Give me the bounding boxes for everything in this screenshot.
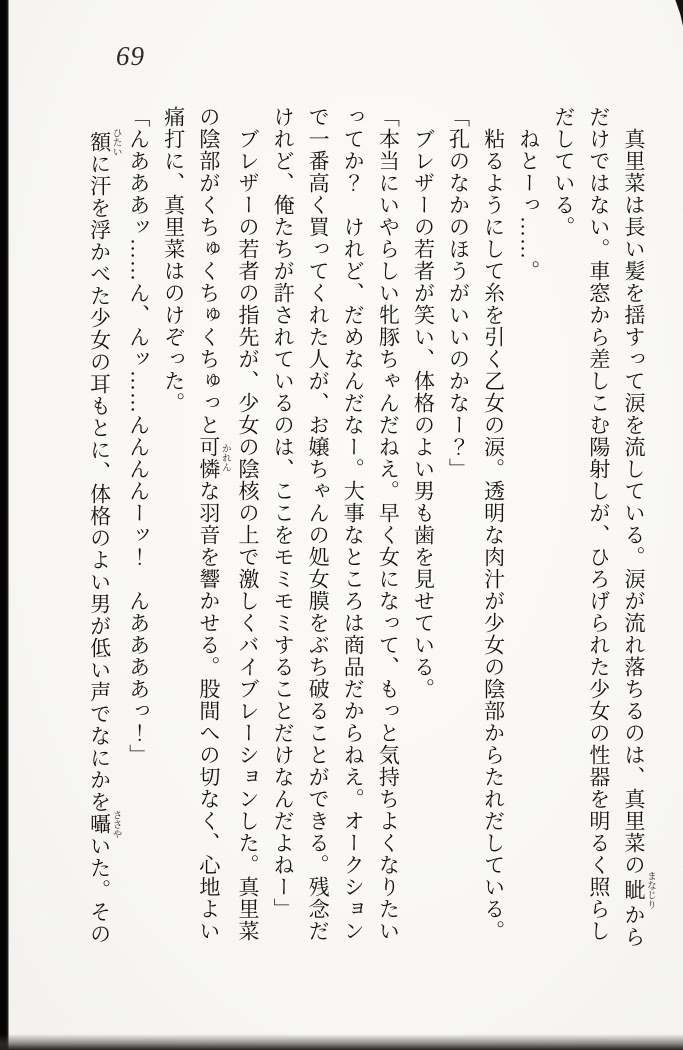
text-column: だしている。 [551,106,576,238]
text-column: だけではない。車窓から差しこむ陽射しが、ひろげられた少女の性器を明るく照らし [586,106,611,942]
text-column: ねとーっ……。 [516,128,541,282]
text-column: の陰部がくちゅくちゅくちゅっと可憐 かれんな羽音を響かせる。股間への切なく、心地よい [196,106,230,942]
furigana-ruby: 眦 まなじり [622,871,655,909]
text-column: ブレザーの若者が笑い、体格のよい男も歯を見せている。 [411,128,436,700]
furigana-ruby: 囁 ささや [87,810,121,839]
text-column: 粘るようにして糸を引く乙女の涙。透明な肉汁が少女の陰部からたれだしている。 [481,128,506,942]
furigana-ruby: 可憐 かれん [196,436,230,480]
text-column: ってか？ けれど、だめなんだなー。大事なところは商品だからねえ。オークション [341,106,366,942]
text-column: 「んあああッ……ん、んッ……んんんんーッ！ んああああっ！」 [126,106,151,766]
scan-corner-blemish [674,0,683,26]
text-column: ブレザーの若者の指先が、少女の陰核の上で激しくバイブレーションした。真里菜 [235,128,260,942]
page-gutter-shadow [0,0,9,1050]
page-bottom-shadow [0,1034,683,1050]
text-column: 「本当にいやらしい牝豚ちゃんだねえ。早く女になって、もっと気持ちよくなりたい [376,106,401,942]
text-column: で一番高く買ってくれた人が、お嬢ちゃんの処女膜をぶち破ることができる。残念だ [306,106,331,942]
text-column: 痛打に、真里菜はのけぞった。 [161,106,186,414]
page-number: 69 [116,41,145,71]
text-column: けれど、俺たちが許されているのは、ここをモミモミすることだけなんだよねー」 [271,106,296,920]
text-column: 額 ひたいに汗を浮かべた少女の耳もとに、体格のよい男が低い声でなにかを囁 ささやいた。その [87,128,121,946]
text-columns [87,106,655,948]
text-column: 真里菜は長い髪を揺すって涙を流している。涙が流れ落ちるのは、真里菜の眦 まなじりから [622,128,655,948]
text-column: 「孔のなかのほうがいいのかなー？」 [446,106,471,480]
furigana-ruby: 額 ひたい [87,128,121,157]
